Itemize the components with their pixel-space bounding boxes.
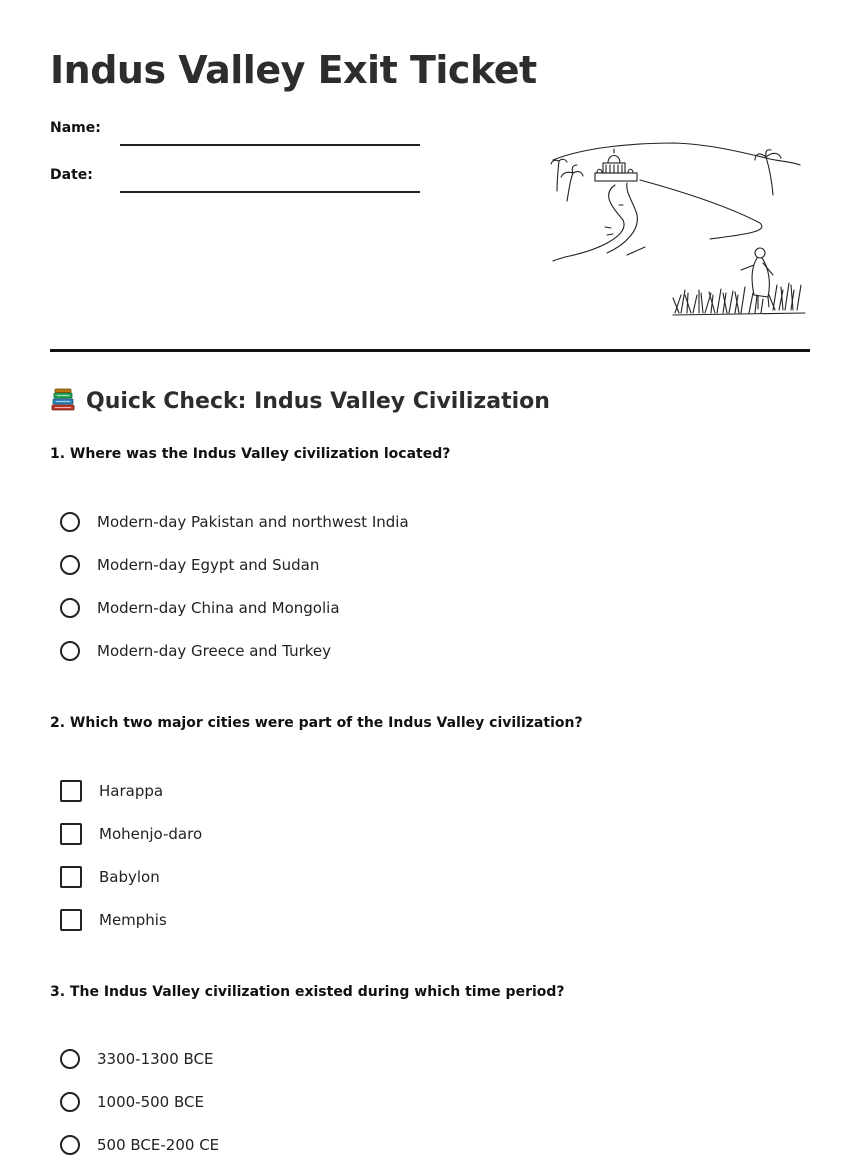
q1-option-4[interactable]: [60, 638, 331, 664]
question-3: 3. The Indus Valley civilization existed during which time period?: [50, 984, 565, 1000]
indus-valley-illustration: [545, 135, 810, 325]
section-heading-label: Quick Check: Indus Valley Civilization: [86, 388, 550, 414]
option-label: Modern-day Greece and Turkey: [97, 642, 332, 660]
question-1: 1. Where was the Indus Valley civilization located?: [50, 446, 451, 462]
checkbox[interactable]: [60, 909, 82, 931]
date-field-row: [50, 161, 430, 191]
option-label: Modern-day Pakistan and northwest India: [97, 513, 409, 531]
option-label: Modern-day Egypt and Sudan: [97, 556, 320, 574]
temple-icon: [595, 149, 637, 181]
q3-option-1[interactable]: [60, 1046, 214, 1072]
option-label: Memphis: [99, 911, 167, 929]
q3-option-2[interactable]: [60, 1089, 204, 1115]
name-field-row: [50, 114, 430, 144]
option-label: Mohenjo-daro: [99, 825, 203, 843]
option-label: 500 BCE-200 CE: [97, 1136, 220, 1154]
date-label: Date:: [50, 167, 93, 183]
section-heading: [50, 388, 550, 414]
checkbox[interactable]: [60, 823, 82, 845]
q1-option-3[interactable]: [60, 595, 340, 621]
header-divider: [50, 349, 810, 352]
radio-button[interactable]: [60, 1092, 80, 1112]
q1-option-1[interactable]: [60, 509, 409, 535]
radio-button[interactable]: [60, 598, 80, 618]
option-label: 1000-500 BCE: [97, 1093, 204, 1111]
radio-button[interactable]: [60, 555, 80, 575]
q2-option-4[interactable]: [60, 907, 167, 933]
radio-button[interactable]: [60, 641, 80, 661]
option-label: Modern-day China and Mongolia: [97, 599, 340, 617]
radio-button[interactable]: [60, 1049, 80, 1069]
name-label: Name:: [50, 120, 101, 136]
page-title: Indus Valley Exit Ticket: [50, 48, 537, 92]
name-input[interactable]: [120, 128, 420, 146]
question-2: 2. Which two major cities were part of the Indus Valley civilization?: [50, 715, 583, 731]
checkbox[interactable]: [60, 866, 82, 888]
radio-button[interactable]: [60, 1135, 80, 1155]
option-label: Harappa: [99, 782, 164, 800]
q2-option-1[interactable]: [60, 778, 163, 804]
q2-option-3[interactable]: [60, 864, 160, 890]
q3-option-3[interactable]: [60, 1132, 219, 1158]
q1-option-2[interactable]: [60, 552, 319, 578]
checkbox[interactable]: [60, 780, 82, 802]
option-label: 3300-1300 BCE: [97, 1050, 214, 1068]
q2-option-2[interactable]: [60, 821, 202, 847]
books-icon: [50, 388, 76, 414]
radio-button[interactable]: [60, 512, 80, 532]
date-input[interactable]: [120, 175, 420, 193]
option-label: Babylon: [99, 868, 160, 886]
